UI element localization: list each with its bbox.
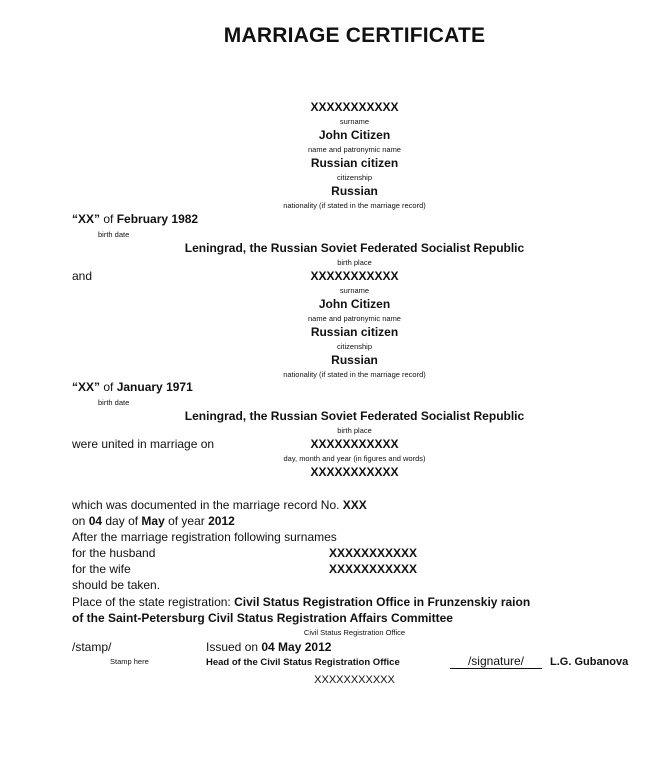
stamp-caption: Stamp here [110,657,149,666]
party1-birth-place: Leningrad, the Russian Soviet Federated Socialist Republic [184,241,525,255]
party1-name-caption: name and patronymic name [308,145,401,154]
union-date-words: XXXXXXXXXXX [310,465,399,479]
head-title: Head of the Civil Status Registration Office [206,657,400,668]
party2-birth-date-caption: birth date [98,398,130,407]
surnames-outro: should be taken. [72,578,161,592]
wife-surname: XXXXXXXXXXX [329,562,418,576]
party2-name: John Citizen [318,297,391,311]
party1-citizenship-caption: citizenship [336,173,373,182]
party2-birth-place: Leningrad, the Russian Soviet Federated Socialist Republic [184,409,525,423]
husband-surname: XXXXXXXXXXX [329,546,418,560]
party1-birth-date-caption: birth date [98,230,130,239]
and-label: and [72,269,93,283]
party2-birth-place-caption: birth place [337,426,372,435]
party2-nationality-caption: nationality (if stated in the marriage record) [283,370,426,379]
document-title: MARRIAGE CERTIFICATE [223,24,486,47]
party1-surname-caption: surname [339,117,370,126]
party1-nationality-caption: nationality (if stated in the marriage record) [283,201,426,210]
party2-citizenship: Russian citizen [310,325,399,339]
party1-nationality: Russian [331,184,378,198]
party2-surname: XXXXXXXXXXX [310,269,399,283]
party2-name-caption: name and patronymic name [308,314,401,323]
party1-birth-date: “XX” of February 1982 [72,212,199,226]
registration-line1: Place of the state registration: Civil Status Registration Office in Frunzenskiy raion [72,595,531,609]
party2-citizenship-caption: citizenship [336,342,373,351]
registration-line2: of the Saint-Petersburg Civil Status Registration Affairs Committee [72,611,453,625]
husband-label: for the husband [72,546,156,560]
party1-surname: XXXXXXXXXXX [310,100,399,114]
signer-name: L.G. Gubanova [550,656,629,668]
surnames-intro: After the marriage registration following surnames [72,530,337,544]
union-date: XXXXXXXXXXX [310,437,399,451]
footer-value: XXXXXXXXXXX [314,674,395,686]
stamp-placeholder: /stamp/ [72,640,112,654]
issued-line: Issued on 04 May 2012 [206,640,332,654]
party2-surname-caption: surname [339,286,370,295]
party1-name: John Citizen [318,128,391,142]
registration-caption: Civil Status Registration Office [303,628,406,637]
party1-citizenship: Russian citizen [310,156,399,170]
record-date-line: on 04 day of May of year 2012 [72,514,235,528]
party2-nationality: Russian [331,353,378,367]
party1-birth-place-caption: birth place [337,258,372,267]
wife-label: for the wife [72,562,131,576]
union-label: were united in marriage on [72,437,215,451]
signature-line: /signature/ [450,654,542,669]
union-date-caption: day, month and year (in figures and words) [283,454,426,463]
record-line: which was documented in the marriage record No. XXX [72,498,367,512]
party2-birth-date: “XX” of January 1971 [72,380,193,394]
